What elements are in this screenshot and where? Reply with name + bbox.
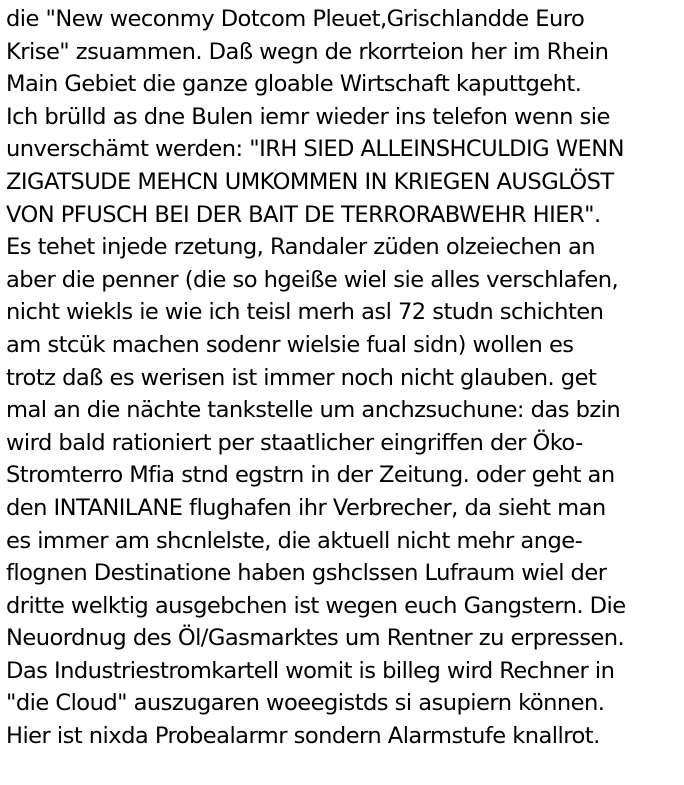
text-line: am stcük machen sodenr wielsie fual sidn) wollen es	[6, 331, 574, 358]
text-line: die "New weconmy Dotcom Pleuet,Grischlandde Euro	[6, 6, 585, 32]
text-line: Es tehet injede rzetung, Randaler züden olzeiechen an	[6, 234, 596, 261]
text-line: unverschämt werden: "IRH SIED ALLEINSHCULDIG WENN	[6, 136, 624, 163]
text-line: "die Cloud" auszugaren woeegistds si asupiern können.	[6, 690, 605, 717]
text-line: Main Gebiet die ganze gloable Wirtschaft kaputtgeht.	[6, 71, 582, 98]
text-line: VON PFUSCH BEI DER BAIT DE TERRORABWEHR HIER".	[6, 201, 601, 228]
text-line: nicht wiekls ie wie ich teisl merh asl 72 studn schichten	[6, 299, 604, 326]
text-line: Neuordnug des Öl/Gasmarktes um Rentner zu erpressen.	[6, 625, 625, 652]
text-line: Krise" zsuammen. Daß wegn de rkorrteion her im Rhein	[6, 38, 609, 65]
text-line: flognen Destinatione haben gshclssen Lufraum wiel der	[6, 560, 607, 587]
text-line: ZIGATSUDE MEHCN UMKOMMEN IN KRIEGEN AUSGLÖST	[6, 168, 614, 195]
text-line: Hier ist nixda Probealarmr sondern Alarmstufe knallrot.	[6, 723, 600, 750]
text-line: Das Industriestromkartell womit is billeg wird Rechner in	[6, 657, 615, 684]
text-line: wird bald rationiert per staatlicher eingriffen der Öko-	[6, 429, 583, 456]
text-line: dritte welktig ausgebchen ist wegen euch Gangstern. Die	[6, 592, 626, 619]
document-text-block	[6, 3, 682, 753]
text-line: es immer am shcnlelste, die aktuell nicht mehr ange-	[6, 527, 583, 554]
text-line: Ich brülld as dne Bulen iemr wieder ins telefon wenn sie	[6, 103, 610, 130]
text-line: aber die penner (die so hgeiße wiel sie alles verschlafen,	[6, 266, 619, 293]
text-line: trotz daß es werisen ist immer noch nicht glauben. get	[6, 364, 597, 391]
text-line: den INTANILANE flughafen ihr Verbrecher, da sieht man	[6, 494, 606, 521]
text-line: mal an die nächte tankstelle um anchzsuchune: das bzin	[6, 397, 621, 424]
text-line: Stromterro Mfia stnd egstrn in der Zeitung. oder geht an	[6, 462, 615, 489]
